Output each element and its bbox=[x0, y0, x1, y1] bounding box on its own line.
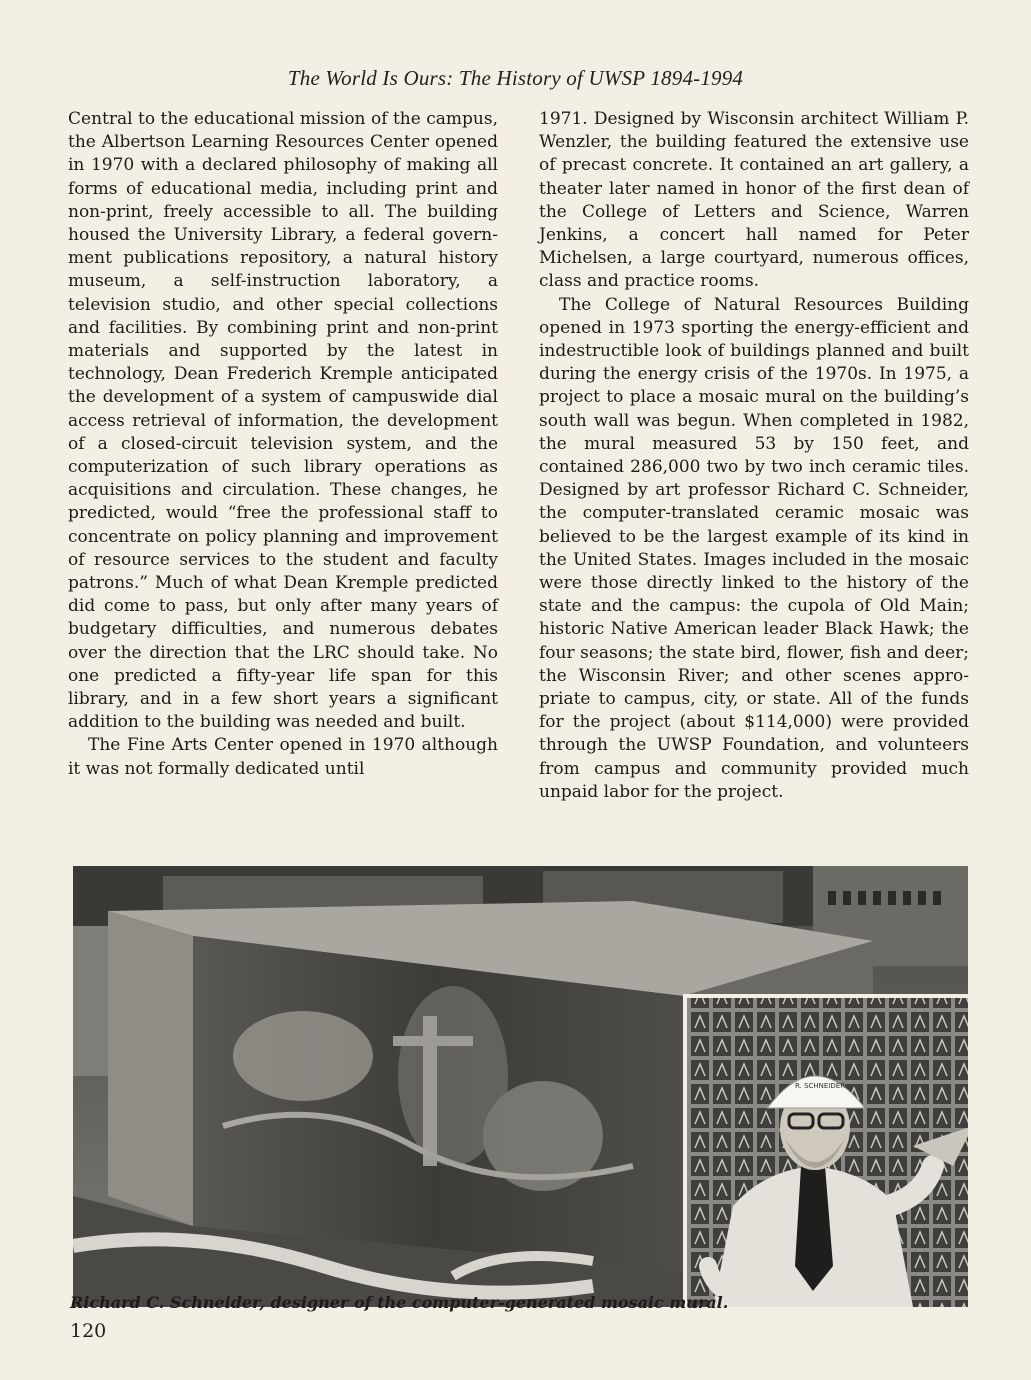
photo-caption: Richard C. Schneider, designer of the computer-generated mosaic mural. bbox=[70, 1293, 729, 1312]
right-column bbox=[539, 108, 969, 804]
paragraph-fine-arts-start: The Fine Arts Center opened in 1970 although it was not formally dedicated until bbox=[68, 735, 498, 779]
helmet-label: R. SCHNEIDER bbox=[795, 1082, 846, 1090]
left-column bbox=[68, 108, 498, 781]
mosaic-photograph bbox=[73, 866, 968, 1307]
paragraph-lrc: Central to the educational mission of the campus, the Albertson Learning Resources Center opened in 1970 with a declared philosophy of making all forms of educational media, including print and non-print, freely accessible to all. The building housed the University Library, a federal government publications repository, a natural history museum, a self-instruction laboratory, a television studio, and other special collections and facilities. By combining print and non-print materials and supported by the latest in technology, Dean Frederich Kremple anticipated the development of a system of campuswide dial access retrieval of information, the development of a closed-circuit television system, and the computerization of such library operations as acquisitions and circulation. These changes, he predicted, would “free the professional staff to concentrate on policy planning and improvement of resource services to the student and faculty patrons.” Much of what Dean Kremple predicted did come to pass, but only after many years of budgetary difficulties, and numerous debates over the direction that the LRC should take. No one predicted a fifty-year life span for this library, and in a few short years a significant addition to the building was needed and built. bbox=[68, 109, 498, 733]
running-head: The World Is Ours: The History of UWSP 1894-1994 bbox=[287, 66, 744, 90]
paragraph-cnr-building: The College of Natural Resources Building opened in 1973 sporting the energy-efficient and indestructible look of buildings planned and built during the energy crisis of the 1970s. In 1975, a project to place a mosaic mural on the building’s south wall was begun. When completed in 1982, the mural measured 53 by 150 feet, and contained 286,000 two by two inch ceramic tiles. Designed by art professor Richard C. Schneider, the computer-translated ceramic mosaic was believed to be the largest example of its kind in the United States. Images included in the mosaic were those directly linked to the history of the state and the campus: the cupola of Old Main; historic Native American leader Black Hawk; the four seasons; the state bird, flower, fish and deer; the Wisconsin River; and other scenes appropriate to campus, city, or state. All of the funds for the project (about $114,000) were provided through the UWSP Foundation, and volunteers from campus and community provided much unpaid labor for the project. bbox=[539, 294, 969, 802]
photo-illustration bbox=[73, 866, 968, 1307]
page-number: 120 bbox=[70, 1320, 107, 1342]
paragraph-fine-arts-continued: 1971. Designed by Wisconsin architect William P. Wenzler, the building featured the extensive use of precast concrete. It contained an art gallery, a theater later named in honor of the first dean of the College of Letters and Science, Warren Jenkins, a concert hall named for Peter Michelsen, a large courtyard, numerous offices, class and practice rooms. bbox=[539, 109, 969, 292]
